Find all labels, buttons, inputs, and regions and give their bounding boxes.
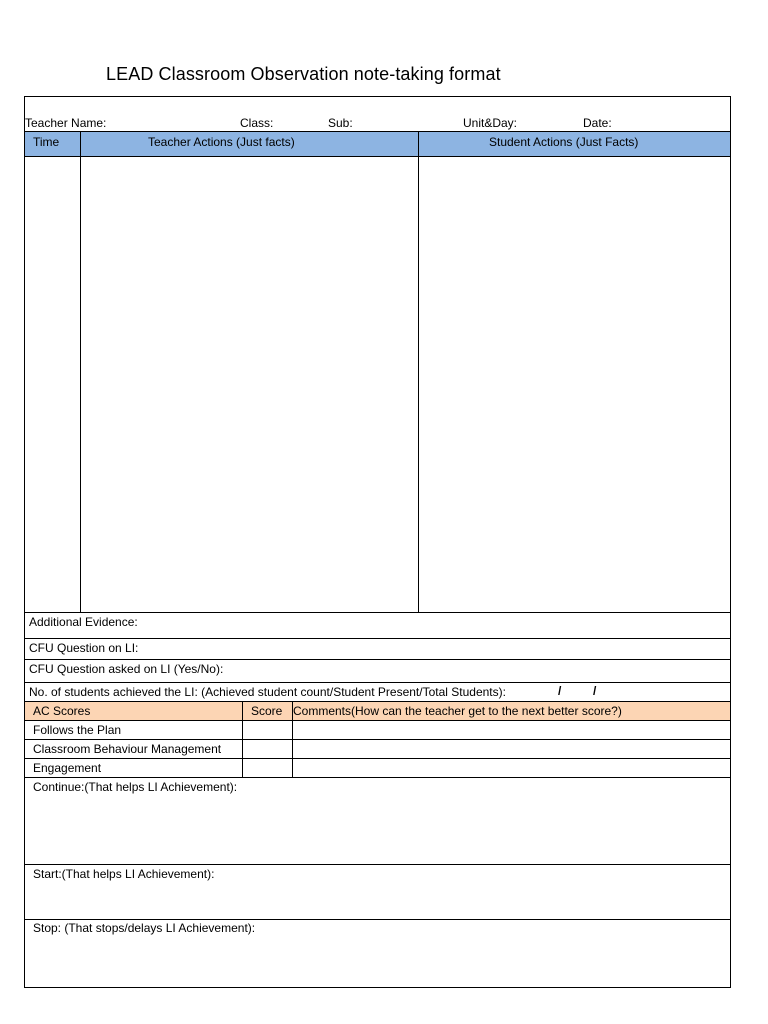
score-header: Score [251,704,283,718]
page-title: LEAD Classroom Observation note-taking format [106,64,501,84]
stop-field[interactable] [25,937,730,987]
start-field[interactable] [25,882,730,918]
student-actions-column-header: Student Actions (Just Facts) [489,135,639,149]
slash-separator: / [593,684,597,698]
score-row-label: Classroom Behaviour Management [33,742,222,756]
divider [25,777,730,778]
sub-label: Sub: [328,116,353,130]
score-cell[interactable] [243,740,292,757]
comments-cell[interactable] [293,740,730,757]
teacher-name-label: Teacher Name: [25,116,107,130]
observation-form [24,96,731,988]
comments-cell[interactable] [293,721,730,738]
additional-evidence-label: Additional Evidence: [29,615,138,629]
comments-cell[interactable] [293,759,730,776]
class-field[interactable] [277,114,325,131]
class-label: Class: [240,116,274,130]
score-cell[interactable] [243,721,292,738]
score-row-label: Engagement [33,761,102,775]
sub-field[interactable] [355,114,460,131]
score-row-label: Follows the Plan [33,723,122,737]
teacher-name-field[interactable] [105,114,235,131]
continue-label: Continue:(That helps LI Achievement): [33,780,238,794]
divider [25,701,730,702]
divider [25,864,730,865]
students-achieved-label: No. of students achieved the LI: (Achieved student count/Student Present/Total Students): [29,685,506,699]
continue-field[interactable] [25,795,730,863]
time-cell[interactable] [25,157,80,612]
slash-separator: / [558,684,562,698]
unit-day-label: Unit&Day: [463,116,518,130]
divider [25,659,730,660]
time-column-header: Time [33,135,60,149]
divider [25,131,730,132]
divider [25,612,730,613]
ac-scores-header: AC Scores [33,704,91,718]
start-label: Start:(That helps LI Achievement): [33,867,215,881]
student-actions-cell[interactable] [419,157,730,612]
cfu-asked-label: CFU Question asked on LI (Yes/No): [29,662,224,676]
divider [25,919,730,920]
date-field[interactable] [617,114,727,131]
teacher-actions-cell[interactable] [81,157,418,612]
teacher-actions-column-header: Teacher Actions (Just facts) [148,135,295,149]
divider [25,638,730,639]
unit-day-field[interactable] [525,114,580,131]
date-label: Date: [583,116,612,130]
stop-label: Stop: (That stops/delays LI Achievement): [33,921,256,935]
divider [25,682,730,683]
score-cell[interactable] [243,759,292,776]
cfu-question-label: CFU Question on LI: [29,641,139,655]
comments-header: Comments(How can the teacher get to the next better score?) [293,704,622,718]
